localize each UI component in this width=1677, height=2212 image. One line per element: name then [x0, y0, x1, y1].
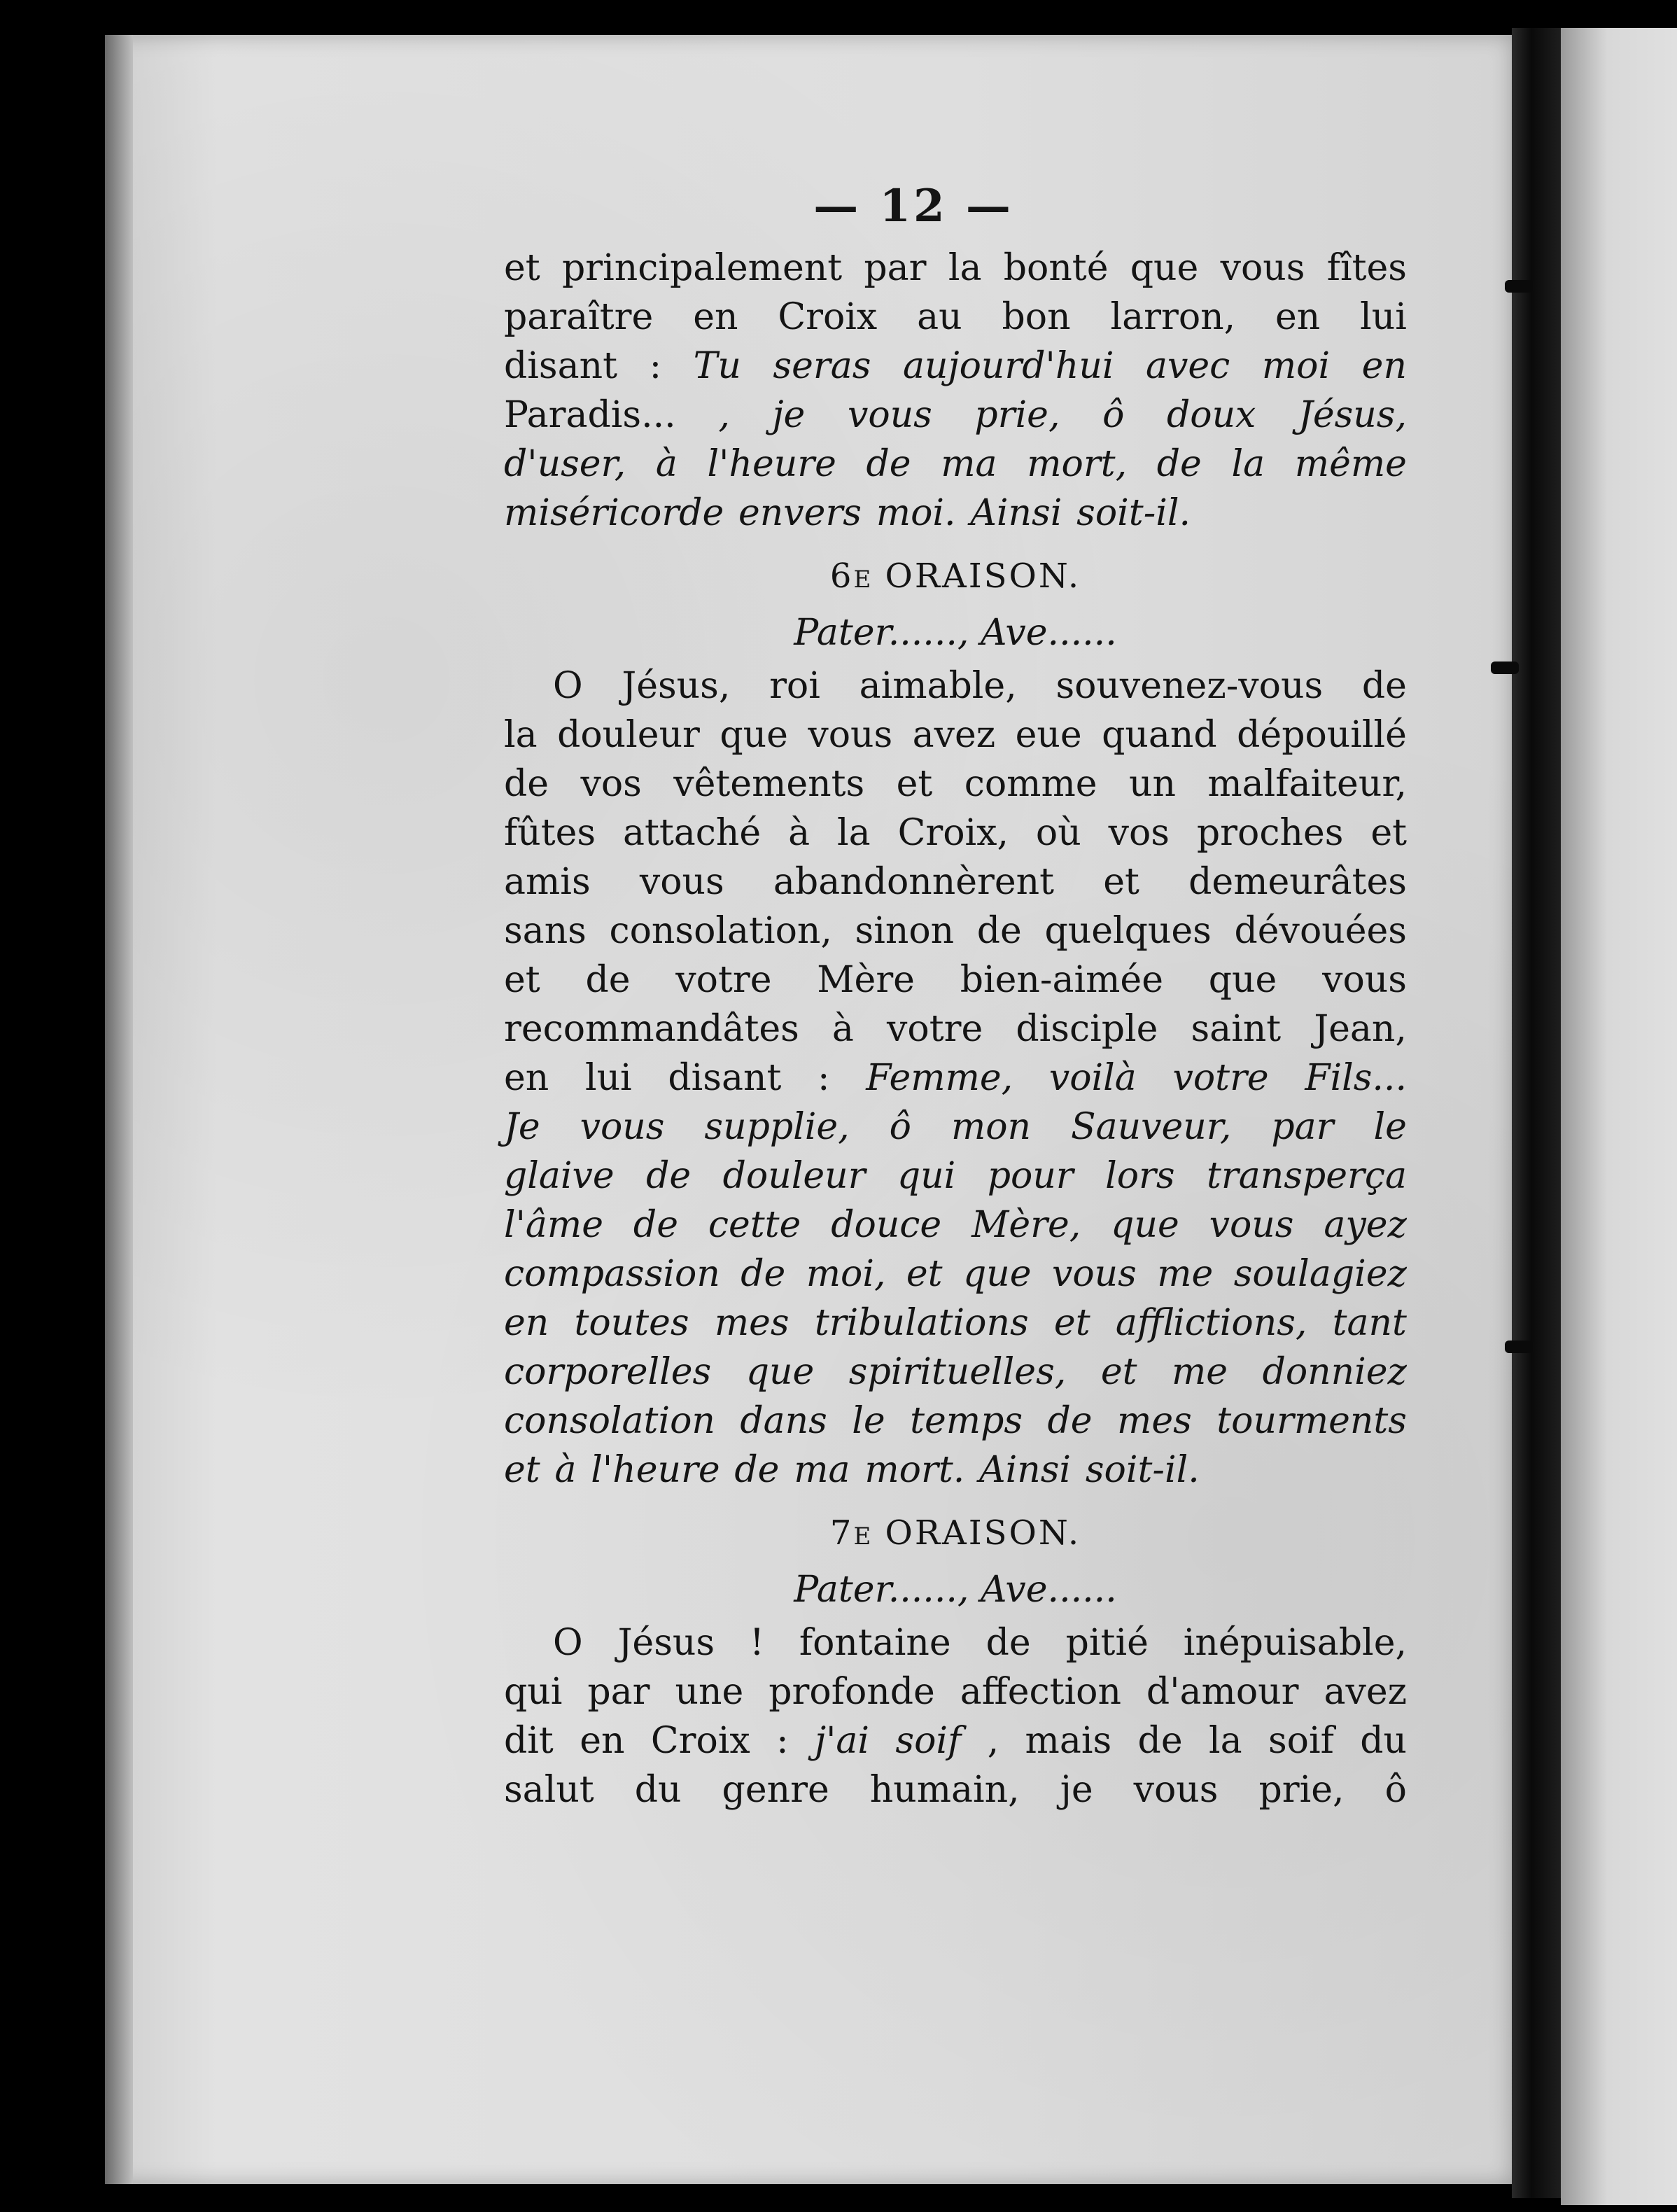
word: disant [504, 345, 617, 387]
word: Croix [650, 1720, 750, 1762]
word: vous [1220, 247, 1305, 289]
text-line [504, 906, 1407, 955]
word: par [864, 247, 927, 289]
word: pour [987, 1155, 1074, 1197]
word: Fils... [1305, 1057, 1407, 1099]
word: la [504, 714, 538, 756]
word: de [741, 1253, 786, 1295]
word: spirituelles, [848, 1351, 1067, 1393]
word: mes [714, 1302, 790, 1344]
word: vous [580, 1106, 665, 1148]
word: et [1100, 1351, 1137, 1393]
text-line [504, 1667, 1407, 1716]
word: à [554, 1449, 577, 1491]
word: vous [1322, 959, 1407, 1001]
word: soif [1268, 1720, 1334, 1762]
word: quand [1102, 714, 1217, 756]
word: Mère, [971, 1204, 1081, 1246]
word: pitié [1065, 1622, 1149, 1664]
word: : [818, 1057, 830, 1099]
word: Jésus, [622, 665, 731, 707]
word: ô [1102, 394, 1125, 436]
word: ma [794, 1449, 850, 1491]
word: en [504, 1057, 549, 1099]
word: de [734, 1449, 780, 1491]
word: : [776, 1720, 789, 1762]
word: consolation, [609, 910, 832, 952]
word: avez [1324, 1671, 1407, 1713]
word: bon [1002, 296, 1071, 338]
word: mes [1117, 1400, 1192, 1442]
word: envers [738, 492, 862, 534]
word: ô [1384, 1769, 1407, 1811]
word: transperça [1207, 1155, 1407, 1197]
invocation-7: Pater......, Ave...... [794, 1569, 1117, 1611]
word: un [1128, 763, 1176, 805]
text-line [504, 710, 1407, 760]
word: votre [675, 959, 772, 1001]
word: donniez [1262, 1351, 1407, 1393]
word: de [1361, 665, 1407, 707]
text-line [504, 662, 1407, 710]
word: que [962, 1253, 1032, 1295]
word: inépuisable, [1183, 1622, 1407, 1664]
word: douce [831, 1204, 942, 1246]
word: glaive [504, 1155, 615, 1197]
word: tribulations [814, 1302, 1029, 1344]
word: d'user, [504, 443, 626, 485]
word: moi [1261, 345, 1331, 387]
word: en [504, 1302, 549, 1344]
word: de [1156, 443, 1202, 485]
word: tant [1332, 1302, 1407, 1344]
word: Croix, [897, 812, 1009, 854]
word: je [1060, 1769, 1093, 1811]
page-edge [105, 35, 133, 2184]
text-line [504, 760, 1407, 808]
word: par [1271, 1106, 1334, 1148]
word: d'amour [1146, 1671, 1299, 1713]
word: soit-il. [1085, 1449, 1200, 1491]
word: et [1370, 812, 1407, 854]
text-line [504, 1348, 1407, 1396]
word: le [852, 1400, 885, 1442]
word: à [655, 443, 678, 485]
heading-number: 7 [829, 1513, 854, 1553]
word: je [772, 394, 806, 436]
text-line [504, 858, 1407, 906]
heading-ordinal: E [853, 566, 873, 594]
word: qui [504, 1671, 563, 1713]
word: au [917, 296, 962, 338]
word: vous [847, 394, 932, 436]
word: Tu [693, 345, 741, 387]
word: en [1361, 345, 1407, 387]
heading-word: ORAISON. [885, 1513, 1081, 1553]
word: profonde [769, 1671, 935, 1713]
word: prie, [974, 394, 1060, 436]
word: dévouées [1234, 910, 1407, 952]
section-heading-6 [504, 552, 1407, 604]
text-line [504, 440, 1407, 489]
word: miséricorde [504, 492, 724, 534]
word: mort. [864, 1449, 965, 1491]
text-line [504, 1765, 1407, 1814]
word: lors [1105, 1155, 1175, 1197]
text-line [504, 342, 1407, 391]
word: que [1130, 247, 1199, 289]
paragraph-3 [504, 1618, 1407, 1814]
word: corporelles [504, 1351, 712, 1393]
adjacent-page-edge [1561, 28, 1677, 2205]
word: doux [1166, 394, 1256, 436]
word: Je [504, 1106, 540, 1148]
word: vous [1051, 1253, 1137, 1295]
word: moi. [876, 492, 956, 534]
word: de [633, 1204, 678, 1246]
word: proches [1196, 812, 1344, 854]
page-number: — 12 — [813, 180, 1013, 232]
word: fontaine [799, 1622, 951, 1664]
text-line [504, 1250, 1407, 1298]
word: cette [708, 1204, 801, 1246]
word: en [1275, 296, 1321, 338]
word: abandonnèrent [773, 861, 1055, 903]
word: mon [950, 1106, 1032, 1148]
text-line [504, 489, 1407, 538]
word: Paradis... [504, 394, 676, 436]
word: en [580, 1720, 625, 1762]
text-line [504, 1716, 1407, 1765]
text-line [504, 244, 1407, 293]
word: toutes [574, 1302, 689, 1344]
word: soulagiez [1233, 1253, 1407, 1295]
word: aujourd'hui [902, 345, 1114, 387]
text-line [504, 1102, 1407, 1152]
text-line [504, 1446, 1407, 1494]
word: à [832, 1008, 854, 1050]
word: de [1047, 1400, 1093, 1442]
word: que [1111, 1204, 1179, 1246]
text-line [504, 293, 1407, 342]
word: de [866, 443, 911, 485]
word: , [718, 394, 730, 436]
section-heading-7 [504, 1508, 1407, 1561]
word: de [976, 910, 1022, 952]
word: la [1208, 1720, 1242, 1762]
word: et [504, 1449, 540, 1491]
word: de [1137, 1720, 1183, 1762]
word: que [720, 714, 788, 756]
heading-word: ORAISON. [885, 556, 1081, 596]
word: de [585, 959, 631, 1001]
word: et [1053, 1302, 1090, 1344]
word: à [788, 812, 811, 854]
word: saint [1191, 1008, 1282, 1050]
word: larron, [1110, 296, 1236, 338]
word: eue [1015, 714, 1082, 756]
word: vous [1209, 1204, 1294, 1246]
word: : [649, 345, 662, 387]
word: genre [722, 1769, 829, 1811]
word: humain, [869, 1769, 1020, 1811]
word: souvenez-vous [1055, 665, 1324, 707]
word: vous [639, 861, 724, 903]
word: voilà [1048, 1057, 1137, 1099]
word: dit [504, 1720, 554, 1762]
text-line [504, 1152, 1407, 1200]
word: vous [808, 714, 893, 756]
page-text [504, 182, 1407, 1814]
word: bonté [1003, 247, 1109, 289]
word: de [646, 1155, 692, 1197]
word: , [987, 1720, 999, 1762]
word: demeurâtes [1188, 861, 1407, 903]
word: quelques [1044, 910, 1212, 952]
word: malfaiteur, [1207, 763, 1407, 805]
word: et [504, 247, 540, 289]
word: vos [1108, 812, 1170, 854]
word: douleur [557, 714, 700, 756]
word: ô [889, 1106, 911, 1148]
word: vos [580, 763, 642, 805]
word: principalement [561, 247, 843, 289]
paragraph-2 [504, 662, 1407, 1494]
word: disant [668, 1057, 782, 1099]
word: ma [941, 443, 997, 485]
word: vêtements [673, 763, 865, 805]
text-line [504, 1298, 1407, 1348]
word: ayez [1324, 1204, 1407, 1246]
word: que [1208, 959, 1277, 1001]
word: tourments [1216, 1400, 1407, 1442]
paragraph-1 [504, 244, 1407, 538]
word: en [693, 296, 738, 338]
binding-mark [1491, 662, 1519, 674]
text-line [504, 1054, 1407, 1102]
word: douleur [722, 1155, 866, 1197]
word: recommandâtes [504, 1008, 799, 1050]
word: avec [1146, 345, 1230, 387]
word: que [745, 1351, 815, 1393]
word: supplie, [704, 1106, 850, 1148]
word: votre [1172, 1057, 1269, 1099]
word: la [837, 812, 871, 854]
word: moi, [806, 1253, 886, 1295]
binding-mark [1505, 280, 1533, 293]
word: l'âme [504, 1204, 604, 1246]
word: Ainsi [970, 492, 1062, 534]
text-line [504, 1618, 1407, 1667]
word: Mère [817, 959, 915, 1001]
word: bien-aimée [960, 959, 1163, 1001]
word: O [553, 1622, 583, 1664]
binding-mark [1505, 1340, 1533, 1353]
word: Ainsi [979, 1449, 1072, 1491]
word: paraître [504, 296, 654, 338]
word: j'ai [814, 1720, 870, 1762]
text-line [504, 955, 1407, 1004]
word: O [553, 665, 583, 707]
word: avez [912, 714, 996, 756]
word: même [1294, 443, 1407, 485]
word: compassion [504, 1253, 720, 1295]
word: affection [960, 1671, 1121, 1713]
word: Sauveur, [1071, 1106, 1232, 1148]
word: me [1171, 1351, 1228, 1393]
text-line [504, 1200, 1407, 1250]
word: lui [584, 1057, 632, 1099]
word: roi [769, 665, 820, 707]
word: dépouillé [1237, 714, 1407, 756]
text-line [504, 808, 1407, 858]
word: seras [773, 345, 871, 387]
word: mort, [1027, 443, 1128, 485]
word: Croix [778, 296, 878, 338]
word: aimable, [859, 665, 1017, 707]
word: une [675, 1671, 744, 1713]
word: mais [1025, 1720, 1112, 1762]
word: fîtes [1326, 247, 1407, 289]
word: et [896, 763, 933, 805]
word: Jean, [1314, 1008, 1407, 1050]
text-line [504, 1396, 1407, 1446]
word: Jésus [617, 1622, 715, 1664]
word: disciple [1016, 1008, 1158, 1050]
word: prie, [1258, 1769, 1345, 1811]
word: la [1231, 443, 1265, 485]
word: et [1103, 861, 1139, 903]
heading-ordinal: E [853, 1522, 873, 1550]
word: me [1157, 1253, 1214, 1295]
word: soif [895, 1720, 962, 1762]
word: et [906, 1253, 943, 1295]
word: amis [504, 861, 591, 903]
word: par [587, 1671, 650, 1713]
book-spine [1512, 28, 1561, 2198]
text-line [504, 1004, 1407, 1054]
word: lui [1360, 296, 1407, 338]
text-line [504, 391, 1407, 440]
word: sinon [855, 910, 955, 952]
word: Femme, [866, 1057, 1013, 1099]
word: du [1360, 1720, 1407, 1762]
word: l'heure [591, 1449, 720, 1491]
word: de [985, 1622, 1031, 1664]
word: afflictions, [1115, 1302, 1307, 1344]
word: et [504, 959, 540, 1001]
word: Jésus, [1298, 394, 1407, 436]
word: où [1035, 812, 1081, 854]
word: vous [1133, 1769, 1219, 1811]
word: temps [910, 1400, 1023, 1442]
word: comme [964, 763, 1097, 805]
invocation-6: Pater......, Ave...... [794, 612, 1117, 654]
word: fûtes [504, 812, 596, 854]
word: ! [750, 1622, 764, 1664]
word: de [504, 763, 549, 805]
word: le [1373, 1106, 1407, 1148]
word: du [634, 1769, 682, 1811]
word: dans [740, 1400, 827, 1442]
word: l'heure [707, 443, 836, 485]
word: attaché [623, 812, 762, 854]
heading-number: 6 [829, 556, 854, 596]
word: salut [504, 1769, 594, 1811]
word: la [948, 247, 982, 289]
word: soit-il. [1076, 492, 1191, 534]
word: qui [897, 1155, 956, 1197]
word: votre [887, 1008, 983, 1050]
word: sans [504, 910, 587, 952]
word: consolation [504, 1400, 715, 1442]
